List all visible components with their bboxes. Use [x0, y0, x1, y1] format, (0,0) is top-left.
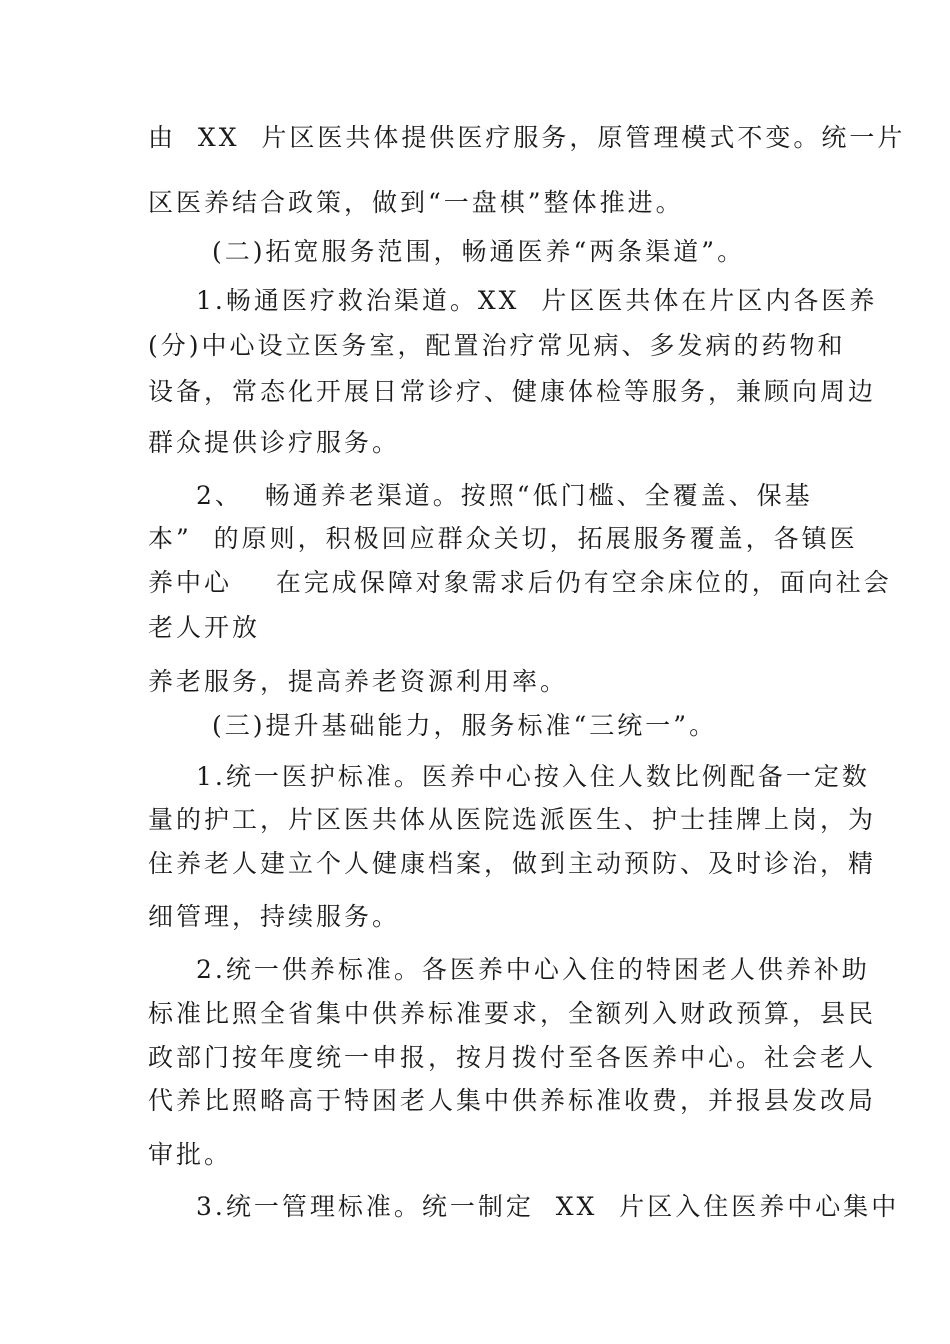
paragraph-line: 审批。: [148, 1140, 233, 1169]
paragraph-line: 1.统一医护标准。医养中心按入住人数比例配备一定数: [196, 762, 870, 791]
section-heading: (三)提升基础能力，服务标准“三统一”。: [212, 711, 718, 740]
paragraph-line: 2、 畅通养老渠道。按照“低门槛、全覆盖、保基: [196, 481, 813, 510]
paragraph-line: 区医养结合政策，做到“一盘棋”整体推进。: [148, 188, 684, 217]
paragraph-line: 3.统一管理标准。统一制定 XX 片区入住医养中心集中: [196, 1192, 900, 1221]
paragraph-line: 由 XX 片区医共体提供医疗服务，原管理模式不变。统一片: [148, 123, 906, 152]
paragraph-line: 标准比照全省集中供养标准要求，全额列入财政预算，县民: [148, 999, 877, 1028]
paragraph-line: 1.畅通医疗救治渠道。XX 片区医共体在片区内各医养: [196, 286, 878, 315]
paragraph-line: 老人开放: [148, 613, 261, 642]
paragraph-line: (分)中心设立医务室，配置治疗常见病、多发病的药物和: [148, 331, 846, 360]
paragraph-line: 量的护工，片区医共体从医院选派医生、护士挂牌上岗，为: [148, 805, 877, 834]
paragraph-line: 细管理，持续服务。: [148, 902, 401, 931]
paragraph-line: 本” 的原则，积极回应群众关切，拓展服务覆盖，各镇医: [148, 524, 858, 553]
paragraph-line: 群众提供诊疗服务。: [148, 428, 401, 457]
paragraph-line: 养老服务，提高养老资源利用率。: [148, 667, 569, 696]
paragraph-line: 2.统一供养标准。各医养中心入住的特困老人供养补助: [196, 955, 870, 984]
paragraph-line: 养中心 在完成保障对象需求后仍有空余床位的，面向社会: [148, 568, 892, 597]
section-heading: (二)拓宽服务范围，畅通医养“两条渠道”。: [212, 237, 746, 266]
paragraph-line: 代养比照略高于特困老人集中供养标准收费，并报县发改局: [148, 1086, 877, 1115]
paragraph-line: 政部门按年度统一申报，按月拨付至各医养中心。社会老人: [148, 1043, 877, 1072]
paragraph-line: 设备，常态化开展日常诊疗、健康体检等服务，兼顾向周边: [148, 377, 877, 406]
paragraph-line: 住养老人建立个人健康档案，做到主动预防、及时诊治，精: [148, 849, 877, 878]
